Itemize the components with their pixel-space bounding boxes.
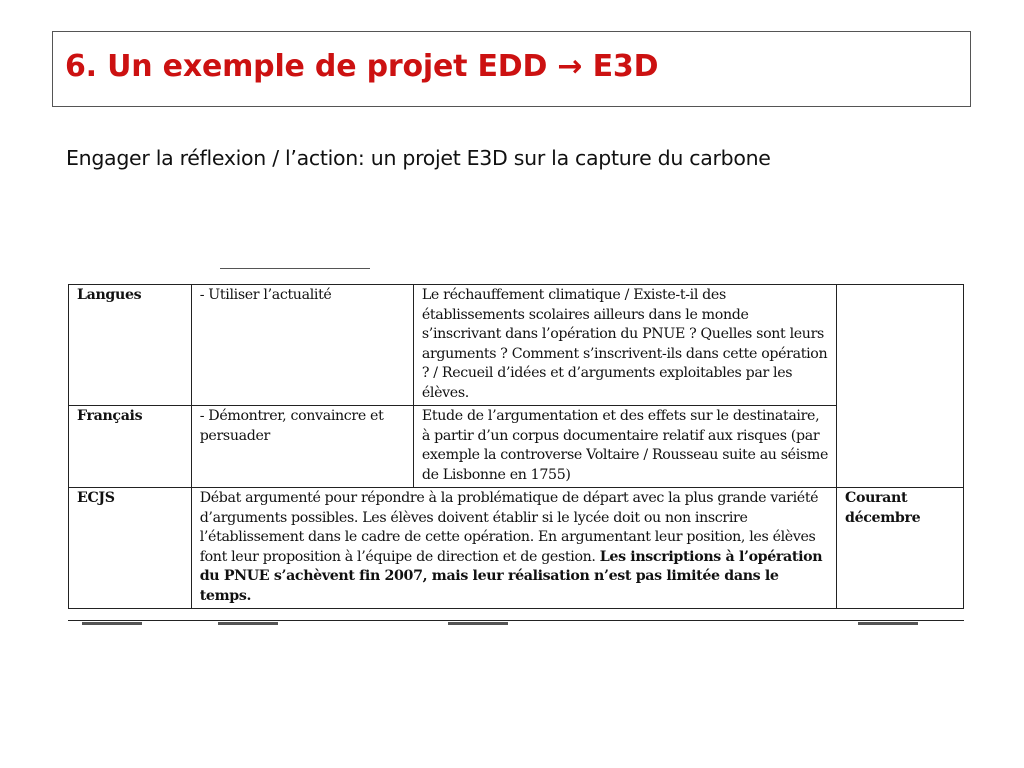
activity-cell: Etude de l’argumentation et des effets sur le destinataire, à partir d’un corpus documentaire relatif aux risques (par exemple la controverse Voltaire / Rousseau suite au séisme de Lisbonne en 1755) xyxy=(413,406,836,488)
cropped-glyphs xyxy=(216,268,376,270)
table-row xyxy=(69,406,964,488)
objective-cell: - Démontrer, convaincre et persuader xyxy=(191,406,413,488)
period-cell: Courant décembre xyxy=(837,488,964,609)
table-excerpt xyxy=(64,268,966,628)
subject-cell: Français xyxy=(69,406,192,488)
title-frame xyxy=(52,31,971,107)
subject-cell: ECJS xyxy=(69,488,192,609)
objective-cell: - Utiliser l’actualité xyxy=(191,285,413,406)
activity-cell xyxy=(191,488,836,609)
subject-cell: Langues xyxy=(69,285,192,406)
activity-bold-text: Les inscriptions à l’opération du PNUE s’achèvent fin 2007, mais leur réalisation n’est pas limitée dans le temps. xyxy=(199,548,823,604)
activity-cell: Le réchauffement climatique / Existe-t-il des établissements scolaires ailleurs dans le monde s’inscrivant dans l’opération du PNUE ? Quelles sont leurs arguments ? Comment s’inscrivent-ils dans cette opération ? / Recueil d’idées et d’arguments exploitables par les élèves. xyxy=(413,285,836,406)
activity-text: Débat argumenté pour répondre à la problématique de départ avec la plus grande variété d’arguments possibles. Les élèves doivent établir si le lycée doit ou non inscrire l’établissement dans le cadre de cette opération. En argumentant leur position, les élèves font leur proposition à l’équipe de direction et de gestion. xyxy=(199,490,819,565)
period-cell xyxy=(837,285,964,488)
table-row xyxy=(69,285,964,406)
cropped-text-fragment xyxy=(216,268,376,270)
cropped-next-row xyxy=(68,620,964,628)
slide-title: 6. Un exemple de projet EDD → E3D xyxy=(65,49,659,84)
slide-subtitle: Engager la réflexion / l’action: un projet E3D sur la capture du carbone xyxy=(66,146,771,170)
table-row xyxy=(69,488,964,609)
project-table xyxy=(68,284,964,609)
